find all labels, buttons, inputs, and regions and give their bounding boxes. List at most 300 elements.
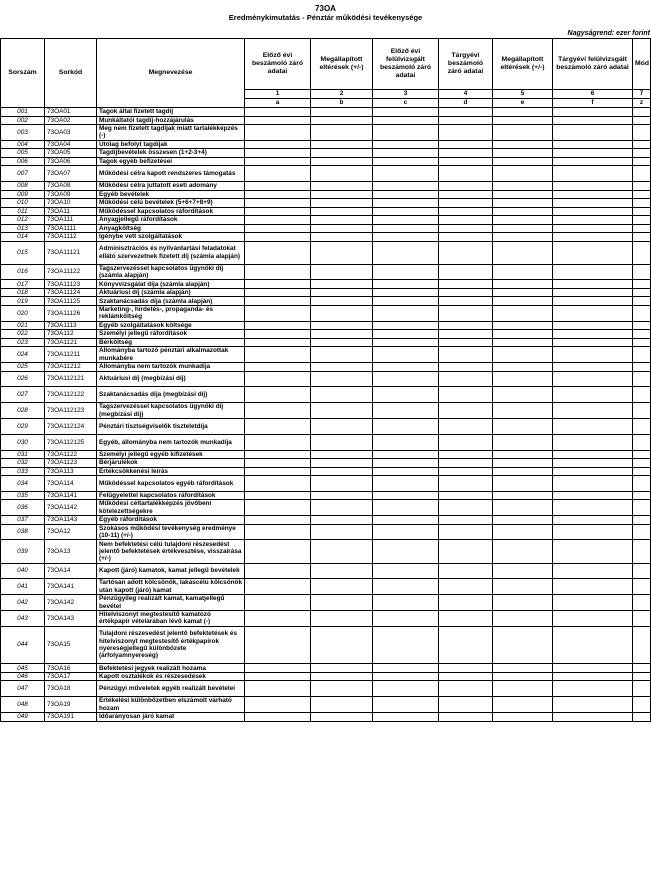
value-cell-6[interactable] — [553, 264, 633, 280]
value-cell-4[interactable] — [439, 321, 493, 330]
value-cell-5[interactable] — [493, 157, 553, 166]
value-cell-1[interactable] — [245, 297, 311, 306]
value-cell-5[interactable] — [493, 116, 553, 125]
value-cell-6[interactable] — [553, 459, 633, 468]
value-cell-7[interactable] — [633, 595, 651, 611]
value-cell-1[interactable] — [245, 241, 311, 264]
value-cell-6[interactable] — [553, 516, 633, 525]
value-cell-4[interactable] — [439, 157, 493, 166]
value-cell-7[interactable] — [633, 116, 651, 125]
value-cell-3[interactable] — [373, 516, 439, 525]
value-cell-7[interactable] — [633, 190, 651, 199]
value-cell-2[interactable] — [311, 166, 373, 182]
value-cell-2[interactable] — [311, 387, 373, 403]
value-cell-2[interactable] — [311, 125, 373, 141]
value-cell-4[interactable] — [439, 207, 493, 216]
value-cell-4[interactable] — [439, 108, 493, 117]
value-cell-6[interactable] — [553, 108, 633, 117]
value-cell-3[interactable] — [373, 403, 439, 419]
value-cell-2[interactable] — [311, 305, 373, 321]
value-cell-5[interactable] — [493, 524, 553, 540]
value-cell-4[interactable] — [439, 467, 493, 476]
value-cell-7[interactable] — [633, 579, 651, 595]
value-cell-3[interactable] — [373, 450, 439, 459]
value-cell-4[interactable] — [439, 387, 493, 403]
value-cell-3[interactable] — [373, 182, 439, 191]
value-cell-3[interactable] — [373, 116, 439, 125]
value-cell-3[interactable] — [373, 347, 439, 363]
value-cell-4[interactable] — [439, 330, 493, 339]
value-cell-7[interactable] — [633, 140, 651, 149]
value-cell-7[interactable] — [633, 199, 651, 208]
value-cell-4[interactable] — [439, 450, 493, 459]
value-cell-7[interactable] — [633, 516, 651, 525]
value-cell-4[interactable] — [439, 116, 493, 125]
value-cell-5[interactable] — [493, 264, 553, 280]
value-cell-2[interactable] — [311, 610, 373, 626]
value-cell-6[interactable] — [553, 524, 633, 540]
value-cell-5[interactable] — [493, 664, 553, 673]
value-cell-3[interactable] — [373, 672, 439, 681]
value-cell-2[interactable] — [311, 540, 373, 563]
value-cell-5[interactable] — [493, 321, 553, 330]
value-cell-7[interactable] — [633, 403, 651, 419]
value-cell-2[interactable] — [311, 418, 373, 434]
value-cell-5[interactable] — [493, 626, 553, 664]
value-cell-1[interactable] — [245, 224, 311, 233]
value-cell-7[interactable] — [633, 264, 651, 280]
value-cell-1[interactable] — [245, 338, 311, 347]
value-cell-4[interactable] — [439, 434, 493, 450]
value-cell-3[interactable] — [373, 233, 439, 242]
value-cell-3[interactable] — [373, 697, 439, 713]
value-cell-1[interactable] — [245, 363, 311, 372]
value-cell-5[interactable] — [493, 297, 553, 306]
value-cell-6[interactable] — [553, 595, 633, 611]
value-cell-1[interactable] — [245, 681, 311, 697]
value-cell-6[interactable] — [553, 418, 633, 434]
value-cell-5[interactable] — [493, 697, 553, 713]
value-cell-3[interactable] — [373, 664, 439, 673]
value-cell-3[interactable] — [373, 330, 439, 339]
value-cell-2[interactable] — [311, 108, 373, 117]
value-cell-4[interactable] — [439, 672, 493, 681]
value-cell-5[interactable] — [493, 450, 553, 459]
value-cell-2[interactable] — [311, 224, 373, 233]
value-cell-3[interactable] — [373, 491, 439, 500]
value-cell-2[interactable] — [311, 371, 373, 387]
value-cell-6[interactable] — [553, 563, 633, 579]
value-cell-1[interactable] — [245, 418, 311, 434]
value-cell-5[interactable] — [493, 563, 553, 579]
value-cell-3[interactable] — [373, 459, 439, 468]
value-cell-7[interactable] — [633, 363, 651, 372]
value-cell-6[interactable] — [553, 491, 633, 500]
value-cell-5[interactable] — [493, 476, 553, 492]
value-cell-7[interactable] — [633, 610, 651, 626]
value-cell-4[interactable] — [439, 297, 493, 306]
value-cell-4[interactable] — [439, 199, 493, 208]
value-cell-3[interactable] — [373, 288, 439, 297]
value-cell-4[interactable] — [439, 182, 493, 191]
value-cell-2[interactable] — [311, 207, 373, 216]
value-cell-3[interactable] — [373, 681, 439, 697]
value-cell-1[interactable] — [245, 157, 311, 166]
value-cell-4[interactable] — [439, 524, 493, 540]
value-cell-2[interactable] — [311, 626, 373, 664]
value-cell-3[interactable] — [373, 199, 439, 208]
value-cell-1[interactable] — [245, 199, 311, 208]
value-cell-2[interactable] — [311, 264, 373, 280]
value-cell-5[interactable] — [493, 371, 553, 387]
value-cell-2[interactable] — [311, 190, 373, 199]
value-cell-1[interactable] — [245, 579, 311, 595]
value-cell-4[interactable] — [439, 216, 493, 225]
value-cell-5[interactable] — [493, 125, 553, 141]
value-cell-4[interactable] — [439, 224, 493, 233]
value-cell-1[interactable] — [245, 713, 311, 722]
value-cell-2[interactable] — [311, 216, 373, 225]
value-cell-5[interactable] — [493, 610, 553, 626]
value-cell-3[interactable] — [373, 418, 439, 434]
value-cell-2[interactable] — [311, 233, 373, 242]
value-cell-6[interactable] — [553, 330, 633, 339]
value-cell-7[interactable] — [633, 371, 651, 387]
value-cell-7[interactable] — [633, 297, 651, 306]
value-cell-3[interactable] — [373, 363, 439, 372]
value-cell-1[interactable] — [245, 233, 311, 242]
value-cell-3[interactable] — [373, 157, 439, 166]
value-cell-3[interactable] — [373, 166, 439, 182]
value-cell-6[interactable] — [553, 434, 633, 450]
value-cell-3[interactable] — [373, 140, 439, 149]
value-cell-3[interactable] — [373, 626, 439, 664]
value-cell-7[interactable] — [633, 288, 651, 297]
value-cell-4[interactable] — [439, 476, 493, 492]
value-cell-6[interactable] — [553, 166, 633, 182]
value-cell-6[interactable] — [553, 297, 633, 306]
value-cell-6[interactable] — [553, 157, 633, 166]
value-cell-2[interactable] — [311, 434, 373, 450]
value-cell-2[interactable] — [311, 500, 373, 516]
value-cell-1[interactable] — [245, 371, 311, 387]
value-cell-7[interactable] — [633, 681, 651, 697]
value-cell-1[interactable] — [245, 330, 311, 339]
value-cell-4[interactable] — [439, 190, 493, 199]
value-cell-7[interactable] — [633, 500, 651, 516]
value-cell-1[interactable] — [245, 387, 311, 403]
value-cell-3[interactable] — [373, 563, 439, 579]
value-cell-2[interactable] — [311, 524, 373, 540]
value-cell-4[interactable] — [439, 713, 493, 722]
value-cell-5[interactable] — [493, 467, 553, 476]
value-cell-2[interactable] — [311, 450, 373, 459]
value-cell-5[interactable] — [493, 338, 553, 347]
value-cell-3[interactable] — [373, 524, 439, 540]
value-cell-5[interactable] — [493, 241, 553, 264]
value-cell-4[interactable] — [439, 140, 493, 149]
value-cell-2[interactable] — [311, 459, 373, 468]
value-cell-5[interactable] — [493, 516, 553, 525]
value-cell-1[interactable] — [245, 664, 311, 673]
value-cell-4[interactable] — [439, 233, 493, 242]
value-cell-4[interactable] — [439, 595, 493, 611]
value-cell-2[interactable] — [311, 149, 373, 158]
value-cell-7[interactable] — [633, 491, 651, 500]
value-cell-1[interactable] — [245, 516, 311, 525]
value-cell-4[interactable] — [439, 241, 493, 264]
value-cell-2[interactable] — [311, 338, 373, 347]
value-cell-6[interactable] — [553, 664, 633, 673]
value-cell-7[interactable] — [633, 664, 651, 673]
value-cell-2[interactable] — [311, 280, 373, 289]
value-cell-4[interactable] — [439, 264, 493, 280]
value-cell-7[interactable] — [633, 467, 651, 476]
value-cell-2[interactable] — [311, 491, 373, 500]
value-cell-7[interactable] — [633, 418, 651, 434]
value-cell-1[interactable] — [245, 434, 311, 450]
value-cell-2[interactable] — [311, 182, 373, 191]
value-cell-2[interactable] — [311, 697, 373, 713]
value-cell-1[interactable] — [245, 524, 311, 540]
value-cell-4[interactable] — [439, 149, 493, 158]
value-cell-4[interactable] — [439, 610, 493, 626]
value-cell-5[interactable] — [493, 233, 553, 242]
value-cell-7[interactable] — [633, 330, 651, 339]
value-cell-5[interactable] — [493, 182, 553, 191]
value-cell-5[interactable] — [493, 207, 553, 216]
value-cell-7[interactable] — [633, 149, 651, 158]
value-cell-5[interactable] — [493, 491, 553, 500]
value-cell-7[interactable] — [633, 347, 651, 363]
value-cell-7[interactable] — [633, 626, 651, 664]
value-cell-7[interactable] — [633, 387, 651, 403]
value-cell-5[interactable] — [493, 190, 553, 199]
value-cell-6[interactable] — [553, 305, 633, 321]
value-cell-5[interactable] — [493, 149, 553, 158]
value-cell-1[interactable] — [245, 288, 311, 297]
value-cell-5[interactable] — [493, 434, 553, 450]
value-cell-4[interactable] — [439, 664, 493, 673]
value-cell-1[interactable] — [245, 125, 311, 141]
value-cell-1[interactable] — [245, 467, 311, 476]
value-cell-2[interactable] — [311, 403, 373, 419]
value-cell-1[interactable] — [245, 207, 311, 216]
value-cell-7[interactable] — [633, 697, 651, 713]
value-cell-6[interactable] — [553, 579, 633, 595]
value-cell-3[interactable] — [373, 241, 439, 264]
value-cell-2[interactable] — [311, 288, 373, 297]
value-cell-3[interactable] — [373, 216, 439, 225]
value-cell-4[interactable] — [439, 500, 493, 516]
value-cell-6[interactable] — [553, 681, 633, 697]
value-cell-7[interactable] — [633, 713, 651, 722]
value-cell-1[interactable] — [245, 116, 311, 125]
value-cell-1[interactable] — [245, 672, 311, 681]
value-cell-3[interactable] — [373, 224, 439, 233]
value-cell-2[interactable] — [311, 579, 373, 595]
value-cell-7[interactable] — [633, 540, 651, 563]
value-cell-6[interactable] — [553, 500, 633, 516]
value-cell-6[interactable] — [553, 626, 633, 664]
value-cell-3[interactable] — [373, 149, 439, 158]
value-cell-4[interactable] — [439, 166, 493, 182]
value-cell-4[interactable] — [439, 626, 493, 664]
value-cell-4[interactable] — [439, 459, 493, 468]
value-cell-6[interactable] — [553, 140, 633, 149]
value-cell-5[interactable] — [493, 403, 553, 419]
value-cell-4[interactable] — [439, 125, 493, 141]
value-cell-1[interactable] — [245, 697, 311, 713]
value-cell-2[interactable] — [311, 681, 373, 697]
value-cell-4[interactable] — [439, 305, 493, 321]
value-cell-6[interactable] — [553, 125, 633, 141]
value-cell-5[interactable] — [493, 418, 553, 434]
value-cell-7[interactable] — [633, 224, 651, 233]
value-cell-3[interactable] — [373, 387, 439, 403]
value-cell-7[interactable] — [633, 182, 651, 191]
value-cell-3[interactable] — [373, 297, 439, 306]
value-cell-6[interactable] — [553, 610, 633, 626]
value-cell-6[interactable] — [553, 387, 633, 403]
value-cell-4[interactable] — [439, 563, 493, 579]
value-cell-3[interactable] — [373, 476, 439, 492]
value-cell-6[interactable] — [553, 467, 633, 476]
value-cell-1[interactable] — [245, 182, 311, 191]
value-cell-3[interactable] — [373, 207, 439, 216]
value-cell-3[interactable] — [373, 305, 439, 321]
value-cell-6[interactable] — [553, 280, 633, 289]
value-cell-1[interactable] — [245, 626, 311, 664]
value-cell-5[interactable] — [493, 347, 553, 363]
value-cell-1[interactable] — [245, 450, 311, 459]
value-cell-5[interactable] — [493, 459, 553, 468]
value-cell-2[interactable] — [311, 664, 373, 673]
value-cell-5[interactable] — [493, 681, 553, 697]
value-cell-1[interactable] — [245, 216, 311, 225]
value-cell-7[interactable] — [633, 280, 651, 289]
value-cell-1[interactable] — [245, 595, 311, 611]
value-cell-4[interactable] — [439, 418, 493, 434]
value-cell-4[interactable] — [439, 540, 493, 563]
value-cell-6[interactable] — [553, 149, 633, 158]
value-cell-1[interactable] — [245, 149, 311, 158]
value-cell-7[interactable] — [633, 476, 651, 492]
value-cell-3[interactable] — [373, 579, 439, 595]
value-cell-2[interactable] — [311, 347, 373, 363]
value-cell-1[interactable] — [245, 491, 311, 500]
value-cell-1[interactable] — [245, 347, 311, 363]
value-cell-2[interactable] — [311, 516, 373, 525]
value-cell-5[interactable] — [493, 595, 553, 611]
value-cell-1[interactable] — [245, 563, 311, 579]
value-cell-1[interactable] — [245, 476, 311, 492]
value-cell-6[interactable] — [553, 540, 633, 563]
value-cell-7[interactable] — [633, 166, 651, 182]
value-cell-3[interactable] — [373, 125, 439, 141]
value-cell-4[interactable] — [439, 697, 493, 713]
value-cell-4[interactable] — [439, 579, 493, 595]
value-cell-6[interactable] — [553, 697, 633, 713]
value-cell-2[interactable] — [311, 199, 373, 208]
value-cell-6[interactable] — [553, 224, 633, 233]
value-cell-2[interactable] — [311, 297, 373, 306]
value-cell-7[interactable] — [633, 524, 651, 540]
value-cell-3[interactable] — [373, 610, 439, 626]
value-cell-7[interactable] — [633, 450, 651, 459]
value-cell-6[interactable] — [553, 233, 633, 242]
value-cell-2[interactable] — [311, 672, 373, 681]
value-cell-4[interactable] — [439, 371, 493, 387]
value-cell-4[interactable] — [439, 403, 493, 419]
value-cell-2[interactable] — [311, 330, 373, 339]
value-cell-3[interactable] — [373, 595, 439, 611]
value-cell-2[interactable] — [311, 467, 373, 476]
value-cell-7[interactable] — [633, 216, 651, 225]
value-cell-7[interactable] — [633, 305, 651, 321]
value-cell-7[interactable] — [633, 157, 651, 166]
value-cell-2[interactable] — [311, 713, 373, 722]
value-cell-5[interactable] — [493, 579, 553, 595]
value-cell-3[interactable] — [373, 108, 439, 117]
value-cell-3[interactable] — [373, 338, 439, 347]
value-cell-6[interactable] — [553, 321, 633, 330]
value-cell-5[interactable] — [493, 540, 553, 563]
value-cell-7[interactable] — [633, 321, 651, 330]
value-cell-3[interactable] — [373, 713, 439, 722]
value-cell-5[interactable] — [493, 199, 553, 208]
value-cell-6[interactable] — [553, 672, 633, 681]
value-cell-2[interactable] — [311, 241, 373, 264]
value-cell-7[interactable] — [633, 125, 651, 141]
value-cell-1[interactable] — [245, 500, 311, 516]
value-cell-1[interactable] — [245, 403, 311, 419]
value-cell-2[interactable] — [311, 563, 373, 579]
value-cell-3[interactable] — [373, 190, 439, 199]
value-cell-4[interactable] — [439, 681, 493, 697]
value-cell-6[interactable] — [553, 241, 633, 264]
value-cell-3[interactable] — [373, 500, 439, 516]
value-cell-6[interactable] — [553, 116, 633, 125]
value-cell-1[interactable] — [245, 190, 311, 199]
value-cell-7[interactable] — [633, 241, 651, 264]
value-cell-5[interactable] — [493, 166, 553, 182]
value-cell-6[interactable] — [553, 216, 633, 225]
value-cell-1[interactable] — [245, 166, 311, 182]
value-cell-6[interactable] — [553, 403, 633, 419]
value-cell-5[interactable] — [493, 330, 553, 339]
value-cell-2[interactable] — [311, 157, 373, 166]
value-cell-2[interactable] — [311, 476, 373, 492]
value-cell-1[interactable] — [245, 280, 311, 289]
value-cell-1[interactable] — [245, 140, 311, 149]
value-cell-1[interactable] — [245, 321, 311, 330]
value-cell-6[interactable] — [553, 476, 633, 492]
value-cell-1[interactable] — [245, 610, 311, 626]
value-cell-7[interactable] — [633, 233, 651, 242]
value-cell-4[interactable] — [439, 280, 493, 289]
value-cell-7[interactable] — [633, 108, 651, 117]
value-cell-4[interactable] — [439, 491, 493, 500]
value-cell-4[interactable] — [439, 363, 493, 372]
value-cell-4[interactable] — [439, 347, 493, 363]
value-cell-5[interactable] — [493, 216, 553, 225]
value-cell-6[interactable] — [553, 182, 633, 191]
value-cell-5[interactable] — [493, 387, 553, 403]
value-cell-5[interactable] — [493, 224, 553, 233]
value-cell-7[interactable] — [633, 563, 651, 579]
value-cell-5[interactable] — [493, 363, 553, 372]
